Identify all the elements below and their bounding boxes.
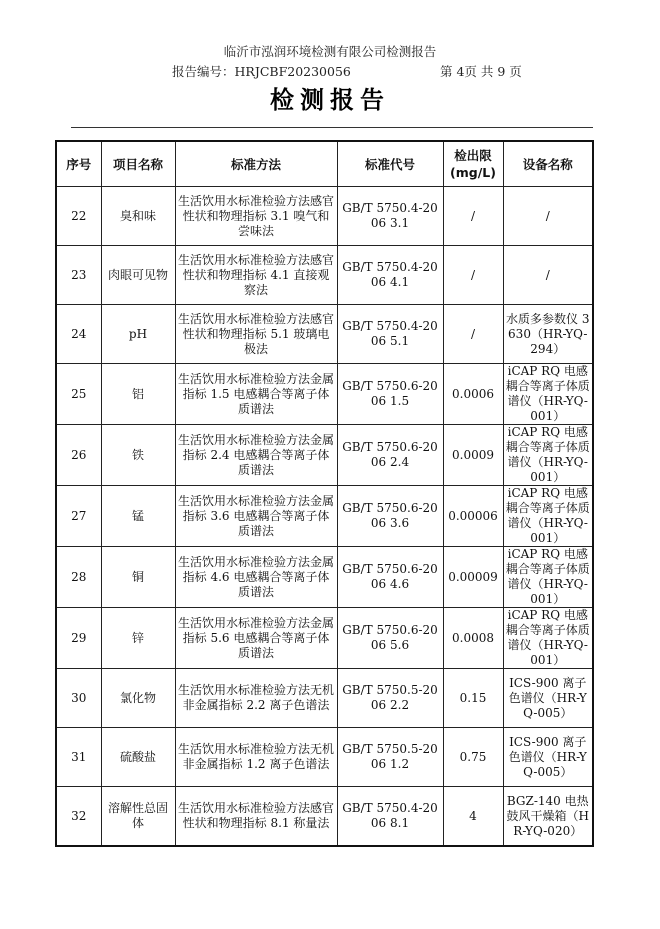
cell-code: GB/T 5750.6-2006 2.4 — [337, 425, 443, 486]
cell-code: GB/T 5750.6-2006 1.5 — [337, 364, 443, 425]
cell-code: GB/T 5750.6-2006 4.6 — [337, 547, 443, 608]
cell-limit: / — [443, 305, 503, 364]
cell-limit: / — [443, 187, 503, 246]
table-row — [56, 305, 593, 364]
cell-method: 生活饮用水标准检验方法感官性状和物理指标 8.1 称量法 — [175, 787, 337, 847]
table-row — [56, 728, 593, 787]
cell-code: GB/T 5750.4-2006 3.1 — [337, 187, 443, 246]
cell-method: 生活饮用水标准检验方法金属指标 3.6 电感耦合等离子体质谱法 — [175, 486, 337, 547]
cell-code: GB/T 5750.4-2006 8.1 — [337, 787, 443, 847]
table-row — [56, 608, 593, 669]
cell-method: 生活饮用水标准检验方法感官性状和物理指标 3.1 嗅气和尝味法 — [175, 187, 337, 246]
cell-item: 铁 — [101, 425, 175, 486]
cell-item: 锌 — [101, 608, 175, 669]
cell-no: 31 — [56, 728, 101, 787]
cell-item: pH — [101, 305, 175, 364]
cell-code: GB/T 5750.6-2006 3.6 — [337, 486, 443, 547]
cell-item: 溶解性总固体 — [101, 787, 175, 847]
cell-limit: 0.0008 — [443, 608, 503, 669]
cell-method: 生活饮用水标准检验方法无机非金属指标 2.2 离子色谱法 — [175, 669, 337, 728]
cell-limit: 0.15 — [443, 669, 503, 728]
cell-device: ICS-900 离子色谱仪（HR-YQ-005） — [503, 728, 593, 787]
cell-code: GB/T 5750.4-2006 4.1 — [337, 246, 443, 305]
cell-device: ICS-900 离子色谱仪（HR-YQ-005） — [503, 669, 593, 728]
cell-item: 铝 — [101, 364, 175, 425]
header-divider — [71, 127, 593, 128]
table-row — [56, 246, 593, 305]
table-row — [56, 364, 593, 425]
page-indicator: 第 4页 共 9 页 — [440, 64, 522, 79]
col-header-code: 标准代号 — [337, 141, 443, 187]
cell-item: 氯化物 — [101, 669, 175, 728]
cell-device: iCAP RQ 电感耦合等离子体质谱仪（HR-YQ-001） — [503, 547, 593, 608]
cell-item: 臭和味 — [101, 187, 175, 246]
cell-item: 铜 — [101, 547, 175, 608]
cell-device: 水质多参数仪 3630（HR-YQ-294） — [503, 305, 593, 364]
cell-code: GB/T 5750.6-2006 5.6 — [337, 608, 443, 669]
cell-device: iCAP RQ 电感耦合等离子体质谱仪（HR-YQ-001） — [503, 486, 593, 547]
table-row — [56, 547, 593, 608]
col-header-method: 标准方法 — [175, 141, 337, 187]
cell-no: 24 — [56, 305, 101, 364]
cell-method: 生活饮用水标准检验方法感官性状和物理指标 5.1 玻璃电极法 — [175, 305, 337, 364]
col-header-item: 项目名称 — [101, 141, 175, 187]
cell-code: GB/T 5750.4-2006 5.1 — [337, 305, 443, 364]
cell-limit: 0.0006 — [443, 364, 503, 425]
cell-item: 硫酸盐 — [101, 728, 175, 787]
table-row — [56, 425, 593, 486]
cell-no: 25 — [56, 364, 101, 425]
table-row — [56, 486, 593, 547]
table-row — [56, 669, 593, 728]
report-number: 报告编号：HRJCBF20230056 — [172, 64, 351, 79]
col-header-no: 序号 — [56, 141, 101, 187]
cell-no: 29 — [56, 608, 101, 669]
cell-item: 肉眼可见物 — [101, 246, 175, 305]
page-title: 检测报告 — [270, 86, 390, 114]
cell-no: 22 — [56, 187, 101, 246]
cell-limit: 0.00006 — [443, 486, 503, 547]
cell-no: 26 — [56, 425, 101, 486]
cell-no: 32 — [56, 787, 101, 847]
cell-device: BGZ-140 电热鼓风干燥箱（HR-YQ-020） — [503, 787, 593, 847]
cell-no: 27 — [56, 486, 101, 547]
cell-limit: 0.75 — [443, 728, 503, 787]
cell-device: / — [503, 187, 593, 246]
cell-method: 生活饮用水标准检验方法金属指标 2.4 电感耦合等离子体质谱法 — [175, 425, 337, 486]
detection-methods-table — [55, 140, 594, 847]
cell-no: 30 — [56, 669, 101, 728]
cell-method: 生活饮用水标准检验方法金属指标 1.5 电感耦合等离子体质谱法 — [175, 364, 337, 425]
company-header: 临沂市泓润环境检测有限公司检测报告 — [223, 44, 437, 59]
col-header-device: 设备名称 — [503, 141, 593, 187]
col-header-limit: 检出限 (mg/L) — [443, 141, 503, 187]
table-header-row — [56, 141, 593, 187]
cell-method: 生活饮用水标准检验方法无机非金属指标 1.2 离子色谱法 — [175, 728, 337, 787]
cell-limit: 0.00009 — [443, 547, 503, 608]
cell-method: 生活饮用水标准检验方法感官性状和物理指标 4.1 直接观察法 — [175, 246, 337, 305]
cell-device: iCAP RQ 电感耦合等离子体质谱仪（HR-YQ-001） — [503, 608, 593, 669]
table-row — [56, 787, 593, 847]
cell-device: iCAP RQ 电感耦合等离子体质谱仪（HR-YQ-001） — [503, 364, 593, 425]
cell-limit: 4 — [443, 787, 503, 847]
cell-device: iCAP RQ 电感耦合等离子体质谱仪（HR-YQ-001） — [503, 425, 593, 486]
cell-item: 锰 — [101, 486, 175, 547]
cell-code: GB/T 5750.5-2006 2.2 — [337, 669, 443, 728]
cell-device: / — [503, 246, 593, 305]
cell-method: 生活饮用水标准检验方法金属指标 5.6 电感耦合等离子体质谱法 — [175, 608, 337, 669]
cell-no: 28 — [56, 547, 101, 608]
cell-code: GB/T 5750.5-2006 1.2 — [337, 728, 443, 787]
cell-limit: 0.0009 — [443, 425, 503, 486]
cell-method: 生活饮用水标准检验方法金属指标 4.6 电感耦合等离子体质谱法 — [175, 547, 337, 608]
table-row — [56, 187, 593, 246]
cell-no: 23 — [56, 246, 101, 305]
cell-limit: / — [443, 246, 503, 305]
